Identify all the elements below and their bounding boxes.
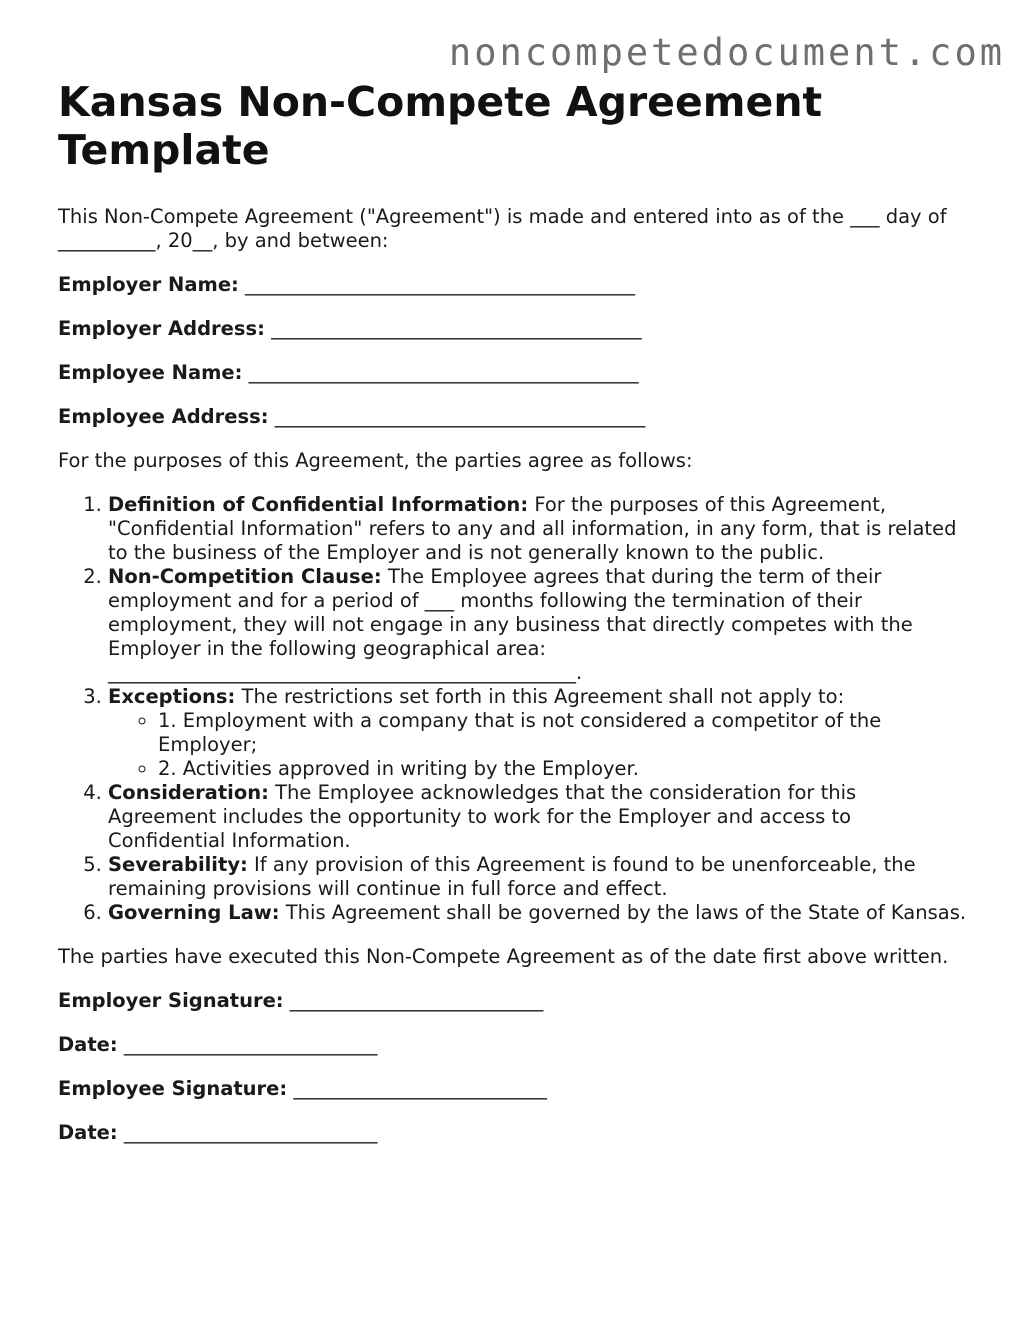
terms-list [58,493,968,925]
employee-name-blank: ________________________________________ [248,361,639,384]
exceptions-list [108,709,968,781]
term-severability [108,853,968,901]
exception-item: ◦ 2. Activities approved in writing by the Employer. [158,757,968,781]
employer-date-label: Date: [58,1033,118,1056]
term-non-competition [108,565,968,685]
employer-signature-label: Employer Signature: [58,989,284,1012]
employee-date-blank: __________________________ [123,1121,378,1144]
purpose-paragraph: For the purposes of this Agreement, the parties agree as follows: [58,449,693,472]
employer-name-field [58,273,968,297]
employee-date-field [58,1121,968,1145]
employee-signature-blank: __________________________ [293,1077,547,1100]
term-heading: Definition of Confidential Information: [108,493,529,516]
employee-signature-label: Employee Signature: [58,1077,288,1100]
term-heading: Exceptions: [108,685,236,708]
term-text: This Agreement shall be governed by the laws of the State of Kansas. [285,901,967,924]
term-text: The restrictions set forth in this Agreement shall not apply to: [241,685,845,708]
term-text: The Employee agrees that during the term of their employment and for a period of ___ months following the termination of their employment, they will not engage in any business that directly competes with the Employer in the following geographical area: ________________________________________________. [108,565,913,684]
employee-signature-field [58,1077,968,1101]
employer-address-field [58,317,968,341]
term-consideration [108,781,968,853]
document-page [58,78,968,1145]
site-watermark: noncompetedocument.com [448,31,1005,74]
exception-item: ◦ 1. Employment with a company that is not considered a competitor of the Employer; [158,709,968,757]
term-heading: Governing Law: [108,901,280,924]
employee-date-label: Date: [58,1121,118,1144]
employer-name-label: Employer Name: [58,273,239,296]
term-heading: Severability: [108,853,248,876]
employee-name-label: Employee Name: [58,361,243,384]
employer-signature-field [58,989,968,1013]
employer-address-label: Employer Address: [58,317,265,340]
employer-name-blank: ________________________________________ [245,273,636,296]
employee-address-field [58,405,968,429]
employer-signature-blank: __________________________ [289,989,544,1012]
term-heading: Non-Competition Clause: [108,565,382,588]
employer-address-blank: ______________________________________ [271,317,642,340]
term-text: If any provision of this Agreement is found to be unenforceable, the remaining provisions will continue in full force and effect. [108,853,916,900]
term-heading: Consideration: [108,781,269,804]
term-confidential-information [108,493,968,565]
employee-address-blank: ______________________________________ [274,405,646,428]
document-title: Kansas Non-Compete Agreement Template [58,78,823,174]
closing-paragraph: The parties have executed this Non-Compete Agreement as of the date first above written. [58,945,949,968]
employee-address-label: Employee Address: [58,405,269,428]
term-text: The Employee acknowledges that the consideration for this Agreement includes the opportunity to work for the Employer and access to Confidential Information. [108,781,857,852]
term-exceptions [108,685,968,781]
employer-date-field [58,1033,968,1057]
employer-date-blank: __________________________ [123,1033,378,1056]
term-text: For the purposes of this Agreement, "Confidential Information" refers to any and all information, in any form, that is related to the business of the Employer and is not generally known to the public. [108,493,957,564]
term-governing-law [108,901,968,925]
intro-paragraph: This Non-Compete Agreement ("Agreement") is made and entered into as of the ___ day of __________, 20__, by and between: [58,205,947,252]
employee-name-field [58,361,968,385]
